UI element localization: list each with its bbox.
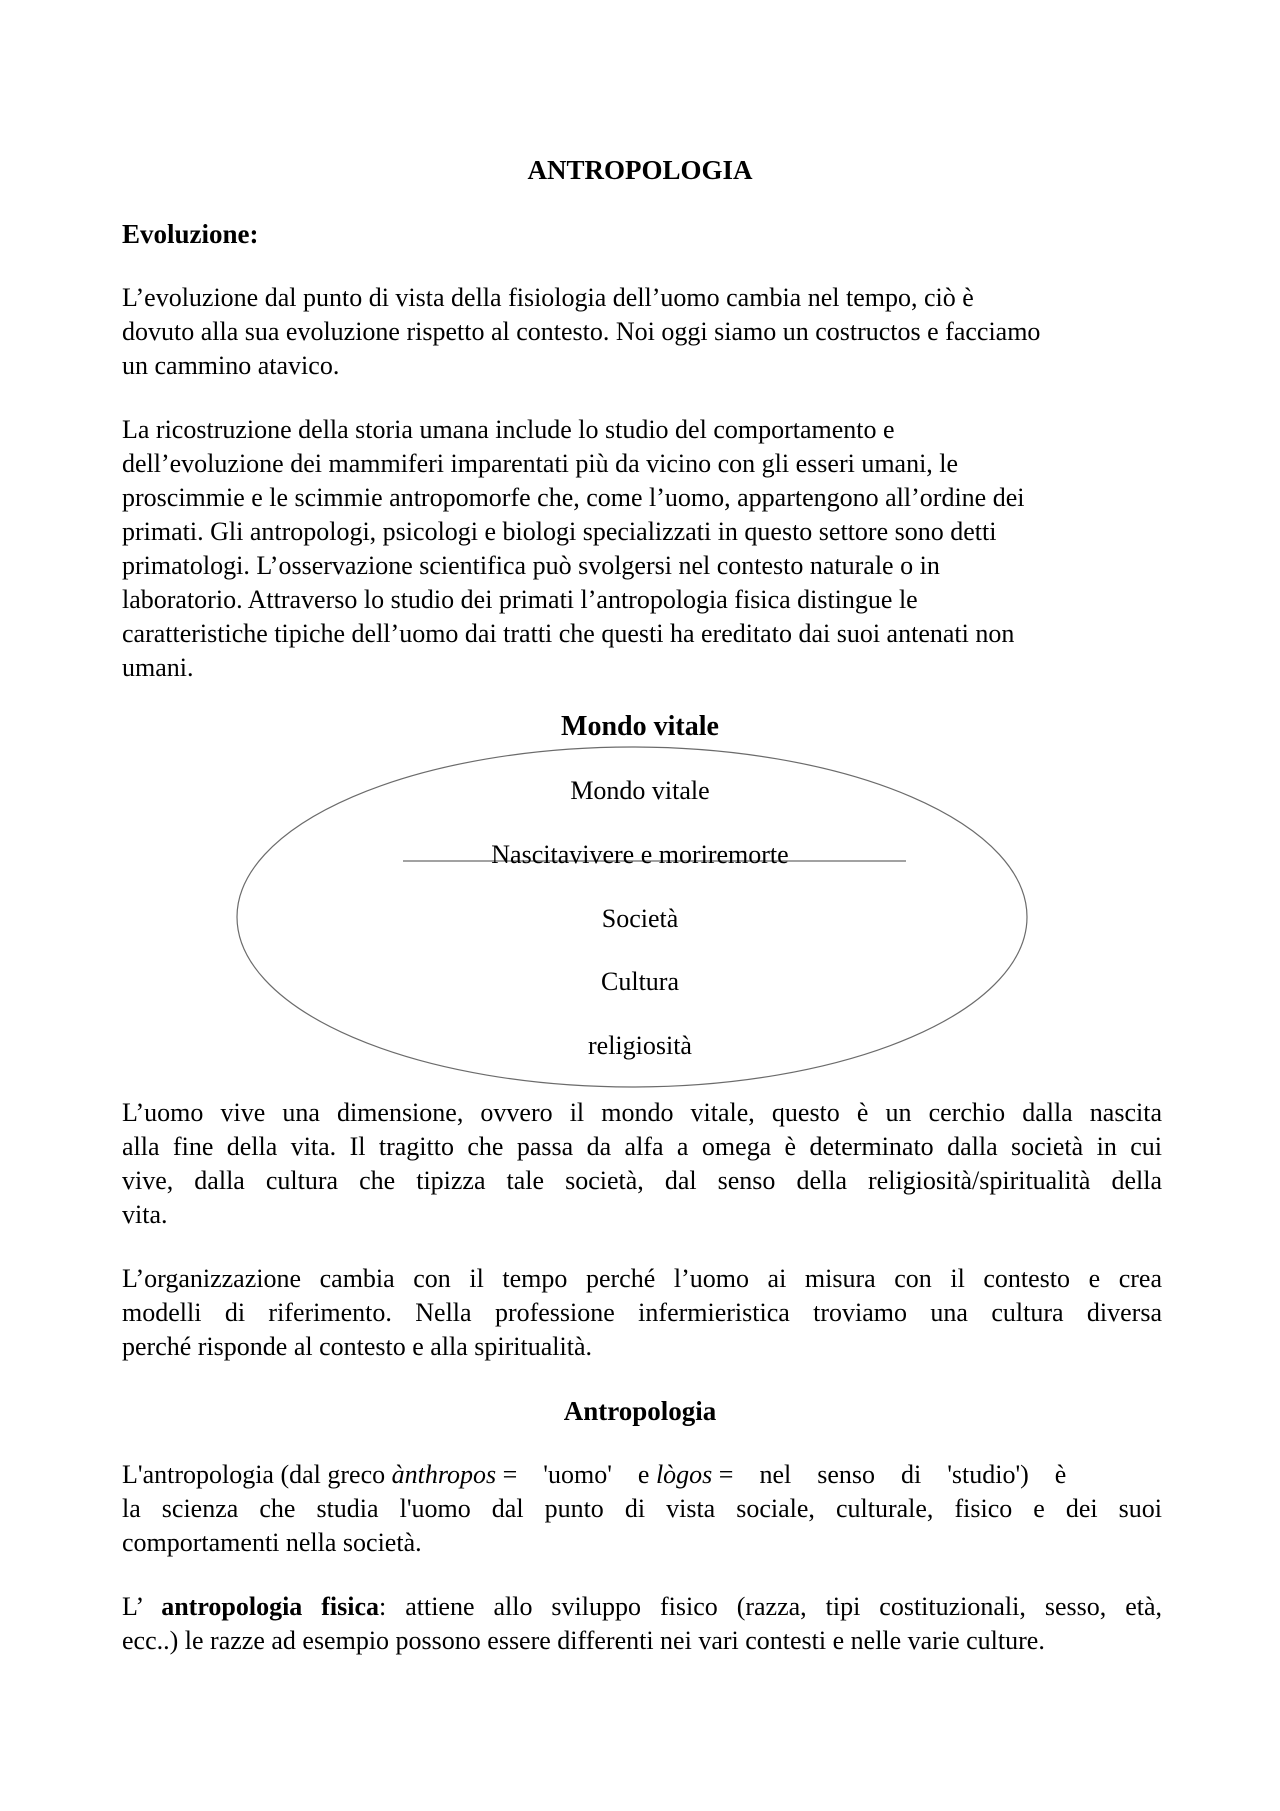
text-line: dell’evoluzione dei mammiferi imparentati più da vicino con gli esseri umani, le	[122, 449, 959, 478]
term-logos: lògos	[655, 1460, 713, 1489]
diagram-item-societa: Società	[601, 904, 679, 933]
section-heading-evoluzione: Evoluzione:	[122, 219, 259, 249]
text-line: proscimmie e le scimmie antropomorfe che, come l’uomo, appartengono all’ordine dei	[122, 483, 1025, 512]
paragraph-antropologia-fisica	[122, 1590, 1162, 1658]
text-line: perché risponde al contesto e alla spiritualità.	[122, 1332, 592, 1361]
term-anthropos: ànthropos	[391, 1460, 497, 1489]
text-line: laboratorio. Attraverso lo studio dei primati l’antropologia fisica distingue le	[122, 585, 918, 614]
mondo-vitale-diagram	[0, 710, 1280, 1100]
text-line: La ricostruzione della storia umana include lo studio del comportamento e	[122, 415, 895, 444]
diagram-item-mondo-vitale: Mondo vitale	[570, 776, 710, 805]
text-line: la scienza che studia l'uomo dal punto di vista sociale, culturale, fisico e dei suoi	[122, 1494, 1162, 1523]
text-line: ecc..) le razze ad esempio possono essere differenti nei vari contesti e nelle varie culture.	[122, 1626, 1045, 1655]
paragraph-mondo-1	[122, 1096, 1162, 1232]
term-antropologia-fisica: antropologia fisica	[161, 1592, 380, 1621]
diagram-item-religiosita: religiosità	[588, 1031, 692, 1060]
text-line: primatologi. L’osservazione scientifica può svolgersi nel contesto naturale o in	[122, 551, 940, 580]
text-line: alla fine della vita. Il tragitto che passa da alfa a omega è determinato dalla società in cui	[122, 1132, 1162, 1161]
diagram-item-cultura: Cultura	[601, 967, 679, 996]
paragraph-mondo-2	[122, 1262, 1162, 1364]
definition-text: = nel senso di 'studio') è	[712, 1460, 1067, 1489]
text-line	[122, 1590, 1162, 1624]
text-line: vita.	[122, 1200, 168, 1229]
text-prefix: L’	[122, 1592, 162, 1621]
text-line: vive, dalla cultura che tipizza tale società, dal senso della religiosità/spiritualità della	[122, 1166, 1162, 1195]
text-line: caratteristiche tipiche dell’uomo dai tratti che questi ha ereditato dai suoi antenati non	[122, 619, 1015, 648]
text-line: dovuto alla sua evoluzione rispetto al contesto. Noi oggi siamo un costructos e facciamo	[122, 317, 1041, 346]
text-line: L’evoluzione dal punto di vista della fisiologia dell’uomo cambia nel tempo, ciò è	[122, 283, 974, 312]
text-line: comportamenti nella società.	[122, 1528, 422, 1557]
text-line: modelli di riferimento. Nella professione infermieristica troviamo una cultura diversa	[122, 1298, 1162, 1327]
page-title: ANTROPOLOGIA	[527, 155, 753, 185]
text-line	[122, 1458, 1162, 1492]
definition-text: = 'uomo' e	[496, 1460, 656, 1489]
section-heading-antropologia: Antropologia	[563, 1396, 717, 1426]
text-line: primati. Gli antropologi, psicologi e biologi specializzati in questo settore sono detti	[122, 517, 997, 546]
diagram-title: Mondo vitale	[561, 711, 719, 742]
paragraph-antropologia-definition	[122, 1458, 1162, 1560]
text-line: L’organizzazione cambia con il tempo perché l’uomo ai misura con il contesto e crea	[122, 1264, 1162, 1293]
paragraph-evoluzione-1	[122, 281, 1162, 383]
text-rest: : attiene allo sviluppo fisico (razza, tipi costituzionali, sesso, età,	[379, 1592, 1162, 1621]
text-line: umani.	[122, 653, 194, 682]
definition-text: L'antropologia (dal greco	[122, 1460, 392, 1489]
text-line: un cammino atavico.	[122, 351, 340, 380]
diagram-item-timeline: Nascitavivere e moriremorte	[491, 840, 789, 869]
paragraph-evoluzione-2	[122, 413, 1162, 685]
text-line: L’uomo vive una dimensione, ovvero il mondo vitale, questo è un cerchio dalla nascita	[122, 1098, 1162, 1127]
